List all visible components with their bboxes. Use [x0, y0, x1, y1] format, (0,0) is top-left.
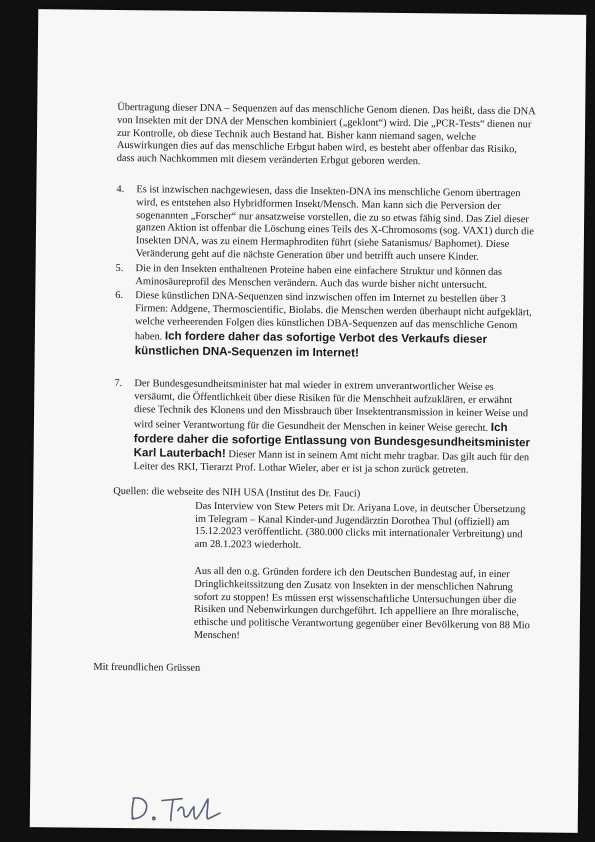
sources-text: Das Interview von Stew Peters mit Dr. Ariyana Love, in deutscher Übersetzung im Telegram – Kanal Kinder-und Jugendärztin Dorothea Thul (offiziell) am 15.12.2023 veröffentlicht. (380.000 clicks mit internationaler Verbreitung) und am 28.1.2023 wiederholt. — [194, 500, 526, 552]
sources-label: Quellen: die webseite des NIH USA (Institut des Dr. Fauci) — [113, 485, 361, 500]
item-number: 5. — [115, 262, 124, 274]
item-text-after: Dieser Mann ist in seinem Amt nicht mehr tragbar. Das gilt auch für den Leiter des RKI, Tierarzt Prof. Lothar Wieler, aber er ist ja schon zurück getreten. — [133, 449, 530, 476]
item-number: 7. — [114, 378, 123, 390]
item-number: 6. — [115, 290, 124, 302]
item-text: Die in den Insekten enthaltenen Proteine haben eine einfachere Struktur und können das Aminosäureprofil des Menschen verändern. Auch das wurde bisher nicht untersucht. — [135, 262, 503, 291]
sources-section — [113, 486, 534, 555]
item-number: 4. — [116, 183, 125, 196]
greeting: Mit freundlichen Grüssen — [93, 661, 201, 674]
list-item-7 — [113, 378, 534, 478]
letter-page — [30, 9, 587, 833]
list-item-6 — [115, 290, 536, 362]
item-text: Der Bundesgesundheitsminister hat mal wieder in extrem unverantwortlicher Weise es versäumt, die Öffentlichkeit über diese Risiken für die Menschheit aufzuklären, er erwähnt diese Technik des Klonens und den Missbrauch über Insektentransmission in keiner Weise und wird seiner Verantwortung für die Gesundheit der Menschen in keiner Weise gerecht. — [133, 378, 529, 434]
list-item-5 — [115, 263, 535, 293]
letter-body — [93, 101, 537, 679]
item-text: Diese künstlichen DNA-Sequenzen sind inzwischen offen im Internet zu bestellen über 3 Firmen: Addgene, Thermoscientific, Biolabs. die Menschen werden überhaupt nicht aufgeklärt, welche verheerenden Folgen dies künstlichen DBA-Sequenzen auf das menschliche Genom haben. — [134, 290, 532, 343]
signature — [126, 790, 246, 825]
intro-paragraph: Übertragung dieser DNA – Sequenzen auf das menschliche Genom dienen. Das heißt, dass die DNA von Insekten mit der DNA der Menschen kombiniert („geklont“) wird. Die „PCR-Tests“ dienen nur zur Kontrolle, ob diese Technik auch Bestand hat. Bisher kann niemand sagen, welche Auswirkungen dies auf das menschliche Erbgut haben wird, es besteht aber offenbar das Risiko, dass auch Nachkommen mit diesem veränderten Erbgut geboren werden. — [116, 101, 536, 168]
demand-dismissal-text: Ich fordere daher die sofortige Entlassung von Bundesgesundheitsminister Karl Lauterbach! — [133, 420, 531, 461]
closing-paragraph: Aus all den o.g. Gründen fordere ich den Deutschen Bundestag auf, in einer Dringlichkeitssitzung den Zusatz von Insekten in der menschlichen Nahrung sofort zu stoppen! Es müssen erst wissenschaftliche Untersuchungen über die Risiken und Nebenwirkungen durchgeführt. Ich appelliere an Ihre moralische, ethische und politische Verantwortung gegenüber einer Bevölkerung von 88 Mio Menschen! — [193, 565, 530, 642]
list-item-4 — [116, 184, 537, 265]
item-text: Es ist inzwischen nachgewiesen, dass die Insekten-DNA ins menschliche Genom übertragen wird, es entstehen also Hybridformen Insekt/Mensch. Man kann sich die Perversion der sogenannten „Forscher“ nur ansatzweise vorstellen, die zu so etwas fähig sind. Das Ziel dieser ganzen Aktion ist offenbar die Löschung eines Teils des X-Chromosoms (sog. VAX1) durch die Insekten DNA, was zu einem Hermaphroditen führt (siehe Satanismus/ Baphomet). Diese Veränderung geht auf die nächste Generation über und betrifft auch unsere Kinder. — [135, 184, 534, 263]
demand-ban-text: Ich fordere daher das sofortige Verbot des Verkaufs dieser künstlichen DNA-Sequenzen im Internet! — [134, 329, 488, 360]
signature-strokes — [132, 798, 220, 821]
